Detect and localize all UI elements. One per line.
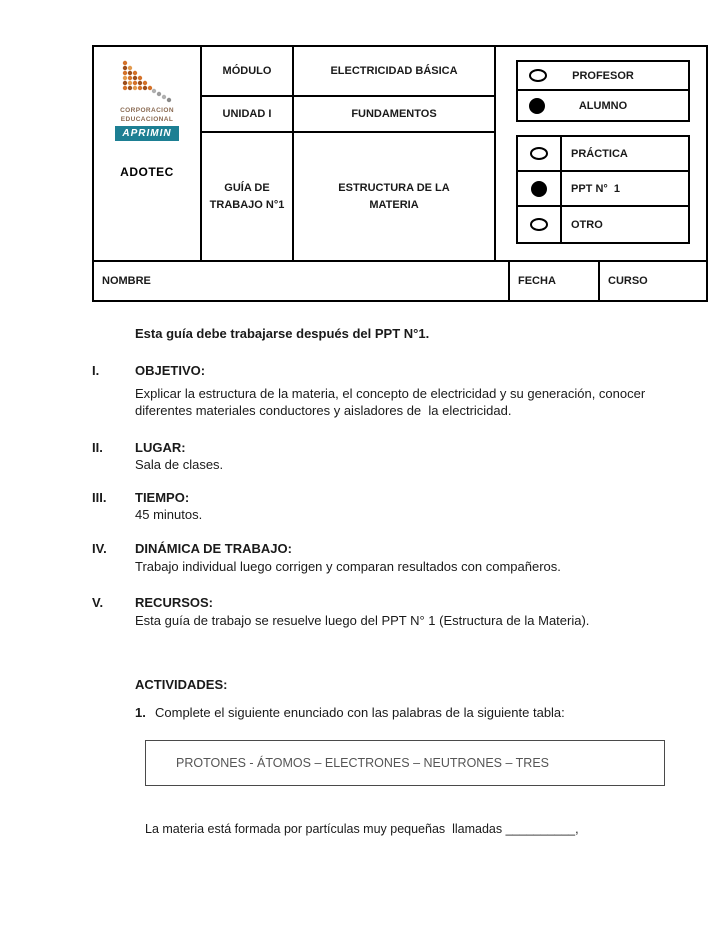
aprimin-brand-label: APRIMIN [115,126,178,141]
section-title: RECURSOS: [135,595,214,610]
section-numeral: I. [92,363,100,378]
section-numeral: III. [92,490,107,505]
activity-number: 1. [135,705,146,720]
fill-in-sentence: La materia está formada por partículas muy pequeñas llamadas __________, [145,822,579,836]
practica-circle-icon [530,147,548,160]
word-bank-box [145,740,665,786]
header-mid-column [202,47,494,260]
unidad-value: FUNDAMENTOS [351,107,437,120]
intro-note: Esta guía debe trabajarse después del PPT N°1. [135,326,430,341]
section-numeral: II. [92,440,103,455]
material-option-practica [518,137,688,172]
section-text: Esta guía de trabajo se resuelve luego del PPT N° 1 (Estructura de la Materia). [135,613,590,628]
document-body [92,326,684,836]
org-name-line1: CORPORACION [120,107,174,114]
section-recursos [92,595,684,629]
modulo-value: ELECTRICIDAD BÁSICA [330,64,458,77]
checkbox-column [494,47,706,260]
logo-cell [94,47,202,260]
role-option-alumno [518,91,688,120]
org-name-line2: EDUCACIONAL [120,115,174,123]
activity-text: Complete el siguiente enunciado con las palabras de la siguiente tabla: [155,705,565,720]
ppt-circle-icon [531,181,547,197]
section-lugar [92,440,684,473]
section-tiempo [92,490,684,523]
alumno-circle-icon [529,98,545,114]
header-top [94,47,706,260]
header-row-modulo [202,47,494,97]
section-title: DINÁMICA DE TRABAJO: [135,541,292,556]
activities-heading: ACTIVIDADES: [135,677,228,692]
practica-label: PRÁCTICA [571,147,628,160]
profesor-label: PROFESOR [572,69,634,82]
otro-label: OTRO [571,218,603,231]
curso-field-label: CURSO [608,275,648,287]
header-table [92,45,708,302]
role-option-profesor [518,62,688,91]
section-title: LUGAR: [135,440,186,455]
ppt-label: PPT N° 1 [571,182,621,195]
section-text: Trabajo individual luego corrigen y comparan resultados con compañeros. [135,559,561,574]
aprimin-logo-icon [116,59,178,105]
fecha-field-label: FECHA [510,262,600,300]
section-numeral: IV. [92,541,107,556]
section-text: Explicar la estructura de la materia, el concepto de electricidad y su generación, conocer diferentes materiales conductores y aisladores de la electricidad. [135,386,649,418]
section-title: TIEMPO: [135,490,190,505]
nombre-field-label: NOMBRE [94,262,510,300]
section-dinamica [92,541,684,575]
institution-name: ADOTEC [120,164,174,179]
header-fields-row [94,260,706,300]
modulo-label: MÓDULO [202,47,294,95]
header-row-guia [202,133,494,260]
profesor-circle-icon [529,69,547,82]
material-option-otro [518,207,688,242]
activity-item-1 [135,705,684,720]
role-box [516,60,690,122]
alumno-label: ALUMNO [578,99,628,112]
material-box [516,135,690,244]
otro-circle-icon [530,218,548,231]
word-bank-text: PROTONES - ÁTOMOS – ELECTRONES – NEUTRONES – TRES [176,756,549,770]
section-objetivo [92,363,684,419]
section-text: 45 minutos. [135,507,203,522]
section-text: Sala de clases. [135,457,224,472]
section-numeral: V. [92,595,104,610]
header-row-unidad [202,97,494,133]
unidad-label: UNIDAD I [202,97,294,131]
guia-value: ESTRUCTURA DE LA MATERIA [338,182,450,211]
section-title: OBJETIVO: [135,363,206,378]
org-name [120,107,174,125]
material-option-ppt [518,172,688,207]
guia-label: GUÍA DE TRABAJO N°1 [202,133,294,260]
